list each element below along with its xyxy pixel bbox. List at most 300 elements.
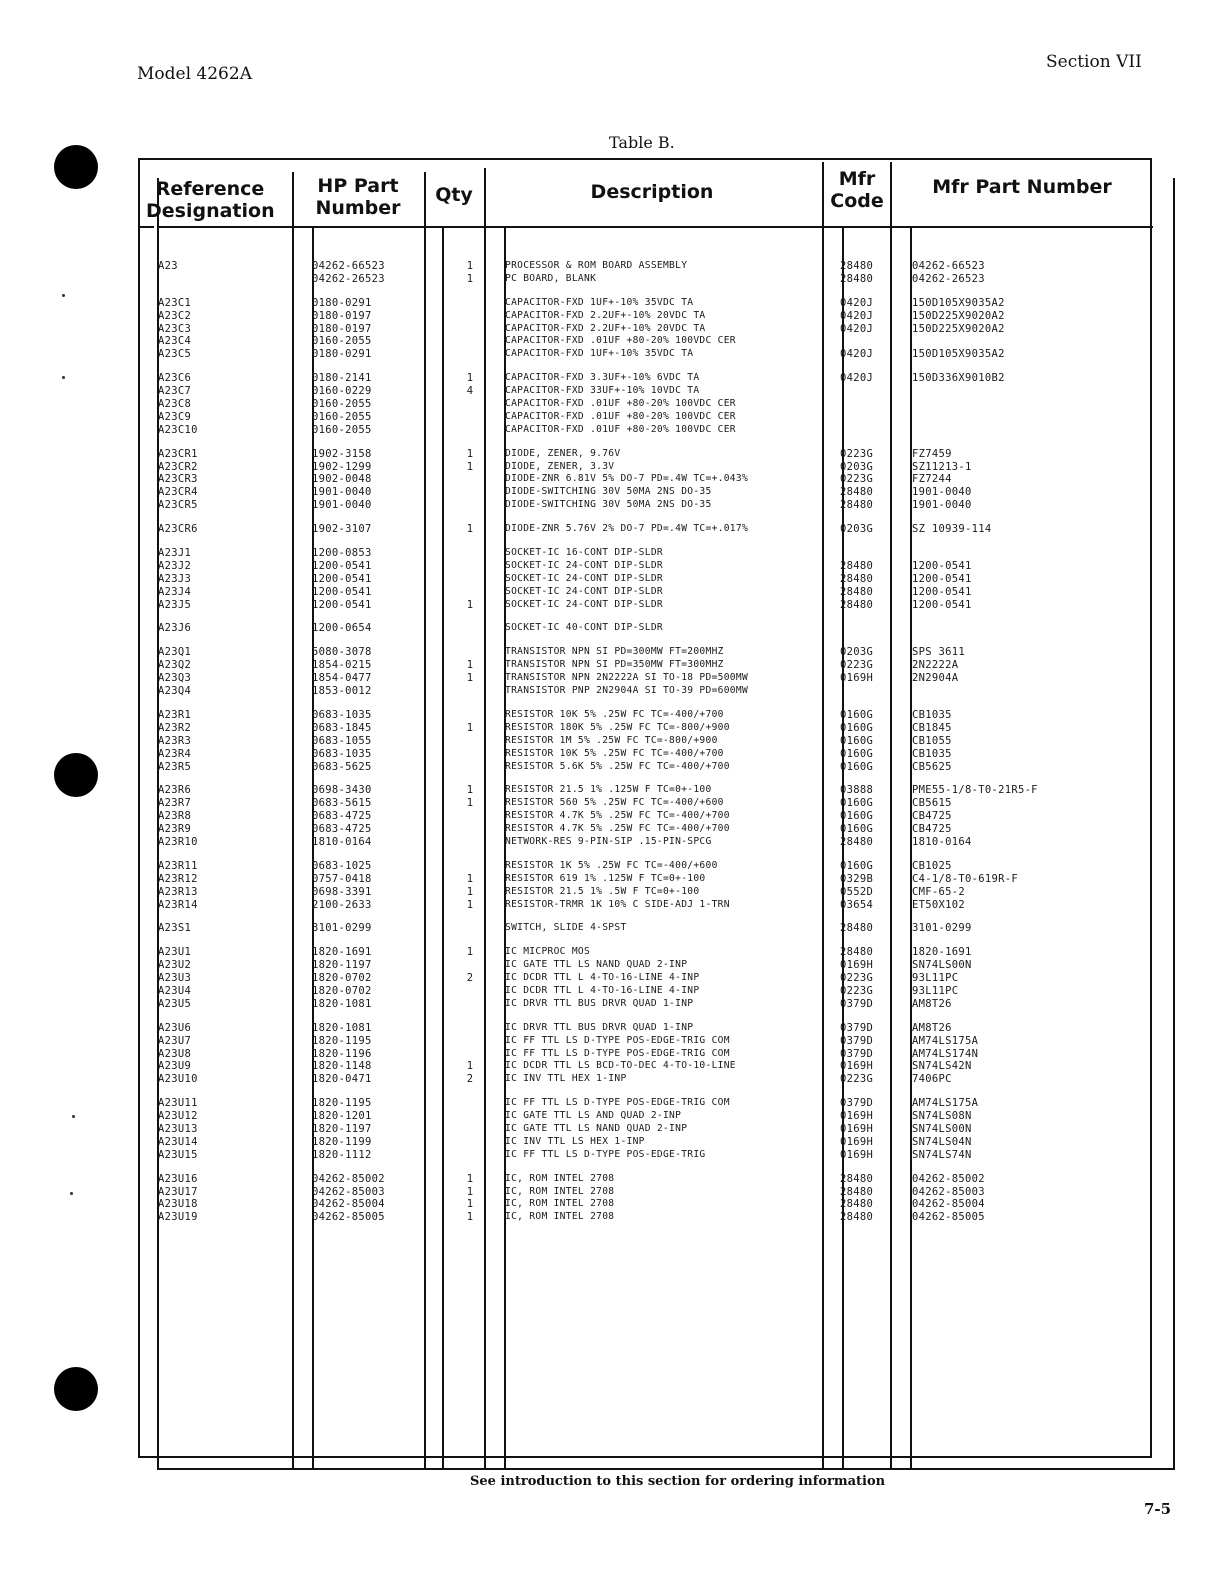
- cell-mfrpn: CB1035: [912, 708, 952, 721]
- cell-mfr: 28480: [840, 1172, 874, 1185]
- cell-ref: A23U1: [158, 946, 192, 959]
- cell-mfr: 28480: [840, 260, 874, 272]
- cell-hp: 1820-1195: [312, 1097, 372, 1110]
- cell-qty: 1: [466, 885, 474, 898]
- cell-ref: A23Q4: [158, 685, 192, 698]
- cell-ref: A23R4: [158, 747, 192, 760]
- cell-ref: A23Q1: [158, 646, 192, 659]
- cell-desc: RESISTOR 10K 5% .25W FC TC=-400/+700: [505, 708, 724, 720]
- cell-desc: IC FF TTL LS D-TYPE POS-EDGE-TRIG COM: [505, 1097, 730, 1109]
- cell-ref: A23U17: [158, 1185, 198, 1198]
- cell-mfr: 0203G: [840, 523, 874, 536]
- cell-mfrpn: SN74LS42N: [912, 1060, 972, 1073]
- cell-qty: [462, 735, 478, 748]
- cell-hp: 1902-0048: [312, 473, 372, 486]
- cell-qty: 1: [466, 659, 474, 672]
- cell-ref: A23S1: [158, 922, 192, 935]
- cell-qty: 1: [466, 1060, 474, 1073]
- cell-hp: 04262-26523: [312, 272, 385, 285]
- cell-desc: SOCKET-IC 24-CONT DIP-SLDR: [505, 559, 663, 571]
- cell-desc: CAPACITOR-FXD .01UF +80-20% 100VDC CER: [505, 335, 736, 347]
- cell-ref: A23R9: [158, 823, 192, 836]
- cell-mfrpn: 04262-85002: [912, 1172, 985, 1185]
- cell-mfrpn: PME55-1/8-T0-21R5-F: [912, 784, 1038, 797]
- cell-ref: A23R11: [158, 859, 198, 872]
- col-divider: [292, 172, 294, 1470]
- cell-ref: A23R1: [158, 708, 192, 721]
- cell-ref: A23U12: [158, 1110, 198, 1123]
- cell-hp: 0160-0229: [312, 385, 372, 398]
- model-header: Model 4262A: [137, 64, 252, 84]
- binder-hole: [54, 1367, 98, 1411]
- cell-mfrpn: 150D105X9035A2: [912, 348, 1005, 361]
- cell-qty: [462, 424, 478, 437]
- binder-hole: [54, 753, 98, 797]
- cell-qty: 1: [466, 260, 474, 272]
- cell-mfr: 0379D: [840, 1021, 874, 1034]
- cell-mfr: 28480: [840, 559, 874, 572]
- qty-column: [462, 260, 478, 1224]
- cell-desc: TRANSISTOR NPN SI PD=350MW FT=300MHZ: [505, 659, 724, 671]
- cell-mfrpn: [912, 622, 1148, 635]
- cell-mfrpn: C4-1/8-T0-619R-F: [912, 872, 1018, 885]
- cell-mfrpn: AM74LS174N: [912, 1047, 979, 1060]
- cell-mfrpn: CB1025: [912, 859, 952, 872]
- cell-hp: 1200-0541: [312, 598, 372, 611]
- cell-ref: A23U15: [158, 1148, 198, 1161]
- cell-mfr: 0169H: [840, 1122, 874, 1135]
- cell-hp: 2100-2633: [312, 898, 372, 911]
- cell-hp: 1200-0541: [312, 559, 372, 572]
- cell-hp: 0160-2055: [312, 335, 372, 348]
- cell-mfrpn: 04262-85003: [912, 1185, 985, 1198]
- cell-mfr: 0552D: [840, 885, 874, 898]
- col-header-mfrpn: Mfr Part Number: [932, 176, 1112, 198]
- cell-desc: SOCKET-IC 24-CONT DIP-SLDR: [505, 572, 663, 584]
- page-number: 7-5: [1144, 1500, 1172, 1518]
- cell-mfrpn: CB4725: [912, 810, 952, 823]
- cell-hp: 1820-1081: [312, 1021, 372, 1034]
- cell-mfrpn: SPS 3611: [912, 646, 965, 659]
- cell-qty: 1: [466, 523, 474, 536]
- cell-hp: 1200-0853: [312, 547, 372, 560]
- cell-desc: IC DCDR TTL LS BCD-TO-DEC 4-TO-10-LINE: [505, 1060, 736, 1072]
- cell-mfrpn: AM74LS175A: [912, 1097, 979, 1110]
- col-divider: [822, 162, 824, 1470]
- speck: [70, 1192, 73, 1195]
- cell-qty: [462, 586, 478, 599]
- cell-ref: A23C10: [158, 423, 198, 436]
- cell-desc: IC DRVR TTL BUS DRVR QUAD 1-INP: [505, 1021, 694, 1033]
- cell-qty: [462, 310, 478, 323]
- cell-mfrpn: 1901-0040: [912, 499, 972, 512]
- cell-desc: IC, ROM INTEL 2708: [505, 1211, 615, 1223]
- cell-mfr: 28480: [840, 572, 874, 585]
- cell-hp: 04262-85005: [312, 1211, 385, 1224]
- cell-mfr: [840, 411, 886, 424]
- cell-ref: A23C3: [158, 322, 192, 335]
- cell-mfrpn: [912, 385, 1148, 398]
- mfr-part-column: [912, 260, 1148, 1224]
- cell-mfrpn: 150D105X9035A2: [912, 296, 1005, 309]
- cell-desc: CAPACITOR-FXD 2.2UF+-10% 20VDC TA: [505, 309, 706, 321]
- cell-hp: 04262-85003: [312, 1185, 385, 1198]
- cell-mfr: 0169H: [840, 959, 874, 972]
- cell-mfrpn: CB1055: [912, 734, 952, 747]
- cell-mfr: 28480: [840, 1185, 874, 1198]
- col-header-qty: Qty: [435, 184, 473, 206]
- cell-hp: 0160-2055: [312, 398, 372, 411]
- cell-desc: RESISTOR-TRMR 1K 10% C SIDE-ADJ 1-TRN: [505, 898, 730, 910]
- cell-ref: [158, 273, 288, 286]
- cell-desc: IC FF TTL LS D-TYPE POS-EDGE-TRIG: [505, 1148, 706, 1160]
- cell-ref: A23C5: [158, 348, 192, 361]
- cell-ref: A23CR2: [158, 460, 198, 473]
- cell-desc: CAPACITOR-FXD .01UF +80-20% 100VDC CER: [505, 410, 736, 422]
- cell-desc: IC GATE TTL LS NAND QUAD 2-INP: [505, 959, 688, 971]
- cell-mfrpn: FZ7244: [912, 473, 952, 486]
- cell-mfrpn: CB4725: [912, 823, 952, 836]
- cell-mfr: [840, 335, 886, 348]
- cell-hp: 1200-0541: [312, 585, 372, 598]
- cell-mfr: 28480: [840, 585, 874, 598]
- cell-mfr: 03654: [840, 898, 874, 911]
- cell-hp: 1820-1197: [312, 1122, 372, 1135]
- cell-mfr: [840, 685, 886, 698]
- cell-hp: 1901-0040: [312, 499, 372, 512]
- cell-mfr: 0420J: [840, 348, 874, 361]
- cell-mfrpn: 04262-26523: [912, 272, 985, 285]
- cell-qty: [462, 1022, 478, 1035]
- cell-mfr: 0203G: [840, 460, 874, 473]
- cell-hp: 04262-66523: [312, 260, 385, 272]
- cell-mfr: 0223G: [840, 447, 874, 460]
- cell-qty: [462, 922, 478, 935]
- cell-ref: A23J1: [158, 547, 192, 560]
- cell-desc: RESISTOR 619 1% .125W F TC=0+-100: [505, 872, 706, 884]
- cell-ref: A23Q2: [158, 659, 192, 672]
- cell-mfr: 0160G: [840, 760, 874, 773]
- cell-qty: [462, 823, 478, 836]
- cell-ref: A23R10: [158, 835, 198, 848]
- cell-mfr: 0169H: [840, 1060, 874, 1073]
- cell-qty: 1: [466, 1198, 474, 1211]
- cell-hp: 0698-3430: [312, 784, 372, 797]
- col-divider: [890, 162, 892, 1470]
- cell-ref: A23C1: [158, 296, 192, 309]
- cell-ref: A23CR4: [158, 486, 198, 499]
- cell-hp: 5080-3078: [312, 646, 372, 659]
- cell-desc: IC, ROM INTEL 2708: [505, 1172, 615, 1184]
- cell-mfr: 0160G: [840, 823, 874, 836]
- cell-mfrpn: 2N2904A: [912, 672, 959, 685]
- cell-qty: [462, 998, 478, 1011]
- cell-mfr: 0160G: [840, 797, 874, 810]
- cell-mfrpn: 1820-1691: [912, 946, 972, 959]
- cell-ref: A23U19: [158, 1211, 198, 1224]
- cell-hp: 0160-2055: [312, 423, 372, 436]
- cell-mfr: 0160G: [840, 708, 874, 721]
- cell-qty: [462, 1123, 478, 1136]
- cell-mfr: 28480: [840, 835, 874, 848]
- cell-mfrpn: 04262-85005: [912, 1211, 985, 1224]
- cell-ref: A23U4: [158, 984, 192, 997]
- cell-mfrpn: 1200-0541: [912, 559, 972, 572]
- cell-mfr: 28480: [840, 598, 874, 611]
- cell-hp: 1854-0215: [312, 659, 372, 672]
- description-column: [505, 260, 821, 1224]
- cell-mfr: 0420J: [840, 372, 874, 385]
- cell-mfrpn: [912, 424, 1148, 437]
- cell-mfr: 0223G: [840, 972, 874, 985]
- cell-mfrpn: 93L11PC: [912, 984, 959, 997]
- cell-qty: [462, 836, 478, 849]
- speck: [72, 1115, 75, 1118]
- cell-ref: A23R5: [158, 760, 192, 773]
- cell-mfr: 0420J: [840, 309, 874, 322]
- cell-hp: 1901-0040: [312, 486, 372, 499]
- cell-hp: 1200-0654: [312, 622, 372, 635]
- cell-qty: [462, 646, 478, 659]
- cell-mfr: 0420J: [840, 296, 874, 309]
- cell-qty: [462, 486, 478, 499]
- cell-desc: RESISTOR 21.5 1% .125W F TC=0+-100: [505, 784, 712, 796]
- cell-ref: A23J5: [158, 598, 192, 611]
- cell-mfrpn: 1200-0541: [912, 598, 972, 611]
- cell-desc: IC DCDR TTL L 4-TO-16-LINE 4-INP: [505, 984, 700, 996]
- cell-qty: [462, 985, 478, 998]
- cell-mfrpn: 93L11PC: [912, 972, 959, 985]
- cell-mfr: 0223G: [840, 984, 874, 997]
- cell-qty: [462, 860, 478, 873]
- cell-ref: A23CR6: [158, 523, 198, 536]
- cell-mfr: 0160G: [840, 859, 874, 872]
- cell-mfr: 0169H: [840, 672, 874, 685]
- cell-desc: IC FF TTL LS D-TYPE POS-EDGE-TRIG COM: [505, 1047, 730, 1059]
- section-header: Section VII: [1046, 52, 1142, 72]
- cell-hp: 0180-2141: [312, 372, 372, 385]
- cell-mfr: [840, 622, 886, 635]
- cell-qty: 1: [466, 1172, 474, 1185]
- cell-mfr: 0160G: [840, 721, 874, 734]
- cell-hp: 0683-5625: [312, 760, 372, 773]
- cell-desc: RESISTOR 21.5 1% .5W F TC=0+-100: [505, 885, 700, 897]
- cell-hp: 0757-0418: [312, 872, 372, 885]
- cell-qty: [462, 810, 478, 823]
- cell-hp: 1902-3107: [312, 523, 372, 536]
- cell-mfr: 28480: [840, 922, 874, 935]
- cell-mfrpn: AM8T26: [912, 997, 952, 1010]
- cell-qty: [462, 499, 478, 512]
- cell-desc: IC INV TTL LS HEX 1-INP: [505, 1135, 645, 1147]
- cell-qty: [462, 560, 478, 573]
- cell-mfrpn: CB1035: [912, 747, 952, 760]
- cell-desc: DIODE-SWITCHING 30V 50MA 2NS DO-35: [505, 486, 712, 498]
- cell-ref: A23U14: [158, 1135, 198, 1148]
- cell-ref: A23U10: [158, 1073, 198, 1086]
- cell-mfrpn: 150D336X9010B2: [912, 372, 1005, 385]
- cell-ref: A23R2: [158, 721, 192, 734]
- cell-mfr: 28480: [840, 946, 874, 959]
- cell-mfrpn: SN74LS00N: [912, 959, 972, 972]
- cell-hp: 1200-0541: [312, 572, 372, 585]
- cell-qty: 1: [466, 460, 474, 473]
- cell-ref: A23U7: [158, 1034, 192, 1047]
- binder-hole: [54, 145, 98, 189]
- cell-mfr: 0169H: [840, 1148, 874, 1161]
- cell-mfr: 0223G: [840, 1073, 874, 1086]
- cell-desc: DIODE, ZENER, 3.3V: [505, 460, 615, 472]
- cell-mfrpn: 2N2222A: [912, 659, 959, 672]
- cell-ref: A23C4: [158, 335, 192, 348]
- cell-desc: IC GATE TTL LS AND QUAD 2-INP: [505, 1110, 682, 1122]
- cell-qty: [462, 348, 478, 361]
- cell-ref: A23C6: [158, 372, 192, 385]
- cell-qty: [462, 959, 478, 972]
- cell-desc: CAPACITOR-FXD 2.2UF+-10% 20VDC TA: [505, 322, 706, 334]
- cell-hp: 1820-1199: [312, 1135, 372, 1148]
- cell-mfr: 0169H: [840, 1110, 874, 1123]
- col-header-mfr: Mfr Code: [830, 168, 884, 212]
- cell-qty: [462, 709, 478, 722]
- cell-mfrpn: CB5625: [912, 760, 952, 773]
- cell-mfrpn: ET50X102: [912, 898, 965, 911]
- cell-ref: A23U5: [158, 997, 192, 1010]
- cell-qty: [462, 398, 478, 411]
- cell-hp: 1820-0702: [312, 984, 372, 997]
- cell-mfrpn: 7406PC: [912, 1073, 952, 1086]
- cell-qty: 1: [466, 447, 474, 460]
- cell-qty: [462, 297, 478, 310]
- cell-mfrpn: 1901-0040: [912, 486, 972, 499]
- cell-mfrpn: 1200-0541: [912, 572, 972, 585]
- cell-qty: 1: [466, 1211, 474, 1224]
- cell-hp: 0683-1035: [312, 747, 372, 760]
- cell-mfrpn: 1810-0164: [912, 835, 972, 848]
- cell-qty: [462, 411, 478, 424]
- cell-hp: 1820-1148: [312, 1060, 372, 1073]
- cell-desc: SOCKET-IC 24-CONT DIP-SLDR: [505, 585, 663, 597]
- speck: [62, 376, 65, 379]
- cell-desc: RESISTOR 5.6K 5% .25W FC TC=-400/+700: [505, 760, 730, 772]
- cell-hp: 1902-1299: [312, 460, 372, 473]
- cell-ref: A23R14: [158, 898, 198, 911]
- cell-qty: [462, 335, 478, 348]
- cell-qty: 1: [466, 372, 474, 385]
- cell-hp: 1820-1195: [312, 1034, 372, 1047]
- col-header-ref: Reference Designation: [146, 178, 275, 222]
- cell-hp: 0180-0291: [312, 348, 372, 361]
- cell-desc: TRANSISTOR NPN SI PD=300MW FT=200MHZ: [505, 646, 724, 658]
- cell-desc: TRANSISTOR NPN 2N2222A SI TO-18 PD=500MW: [505, 672, 749, 684]
- cell-qty: 1: [466, 898, 474, 911]
- cell-mfr: 0379D: [840, 1047, 874, 1060]
- cell-mfr: 0379D: [840, 1097, 874, 1110]
- col-header-hp: HP Part Number: [315, 175, 401, 219]
- cell-qty: [462, 323, 478, 336]
- cell-mfr: [840, 547, 886, 560]
- cell-mfrpn: CB5615: [912, 797, 952, 810]
- cell-qty: 1: [466, 272, 474, 285]
- cell-desc: CAPACITOR-FXD 1UF+-10% 35VDC TA: [505, 348, 694, 360]
- cell-desc: IC MICPROC MOS: [505, 946, 591, 958]
- cell-desc: DIODE-SWITCHING 30V 50MA 2NS DO-35: [505, 499, 712, 511]
- cell-hp: 1820-1197: [312, 959, 372, 972]
- cell-mfr: 28480: [840, 486, 874, 499]
- cell-mfrpn: SN74LS74N: [912, 1148, 972, 1161]
- cell-hp: 1820-1112: [312, 1148, 372, 1161]
- cell-qty: 1: [466, 784, 474, 797]
- cell-hp: 1820-0471: [312, 1073, 372, 1086]
- cell-hp: 0683-1845: [312, 721, 372, 734]
- cell-ref: A23Q3: [158, 672, 192, 685]
- col-header-desc: Description: [590, 181, 714, 203]
- cell-desc: DIODE-ZNR 6.81V 5% DO-7 PD=.4W TC=+.043%: [505, 473, 749, 485]
- cell-qty: [462, 1035, 478, 1048]
- cell-ref: A23R3: [158, 734, 192, 747]
- cell-mfrpn: [912, 547, 1148, 560]
- cell-hp: 1854-0477: [312, 672, 372, 685]
- cell-desc: IC DRVR TTL BUS DRVR QUAD 1-INP: [505, 997, 694, 1009]
- cell-ref: A23CR1: [158, 447, 198, 460]
- cell-desc: DIODE, ZENER, 9.76V: [505, 447, 621, 459]
- cell-hp: 1820-0702: [312, 972, 372, 985]
- cell-ref: A23R7: [158, 797, 192, 810]
- cell-mfr: [840, 385, 886, 398]
- cell-hp: 04262-85002: [312, 1172, 385, 1185]
- cell-mfrpn: 3101-0299: [912, 922, 972, 935]
- cell-desc: IC GATE TTL LS NAND QUAD 2-INP: [505, 1122, 688, 1134]
- cell-mfr: 0203G: [840, 646, 874, 659]
- col-divider: [442, 226, 444, 1470]
- cell-desc: IC DCDR TTL L 4-TO-16-LINE 4-INP: [505, 972, 700, 984]
- cell-mfr: 0160G: [840, 734, 874, 747]
- col-divider: [484, 168, 486, 1470]
- cell-mfr: 28480: [840, 1198, 874, 1211]
- cell-hp: 1820-1081: [312, 997, 372, 1010]
- cell-mfrpn: [912, 335, 1148, 348]
- cell-mfrpn: SN74LS08N: [912, 1110, 972, 1123]
- cell-desc: DIODE-ZNR 5.76V 2% DO-7 PD=.4W TC=+.017%: [505, 523, 749, 535]
- cell-ref: A23J6: [158, 622, 192, 635]
- cell-mfrpn: SN74LS04N: [912, 1135, 972, 1148]
- cell-desc: CAPACITOR-FXD 33UF+-10% 10VDC TA: [505, 385, 700, 397]
- cell-mfrpn: 150D225X9020A2: [912, 309, 1005, 322]
- col-divider: [424, 172, 426, 1470]
- cell-hp: 0683-1035: [312, 708, 372, 721]
- cell-mfrpn: 150D225X9020A2: [912, 322, 1005, 335]
- cell-desc: RESISTOR 10K 5% .25W FC TC=-400/+700: [505, 747, 724, 759]
- cell-qty: 1: [466, 598, 474, 611]
- cell-ref: A23U8: [158, 1047, 192, 1060]
- cell-mfrpn: 04262-85004: [912, 1198, 985, 1211]
- footer-note: See introduction to this section for ordering information: [470, 1474, 886, 1489]
- cell-desc: RESISTOR 560 5% .25W FC TC=-400/+600: [505, 797, 724, 809]
- cell-hp: 0683-1025: [312, 859, 372, 872]
- cell-mfrpn: 04262-66523: [912, 260, 985, 272]
- cell-qty: 1: [466, 672, 474, 685]
- cell-hp: 1820-1196: [312, 1047, 372, 1060]
- cell-qty: [462, 1097, 478, 1110]
- cell-qty: [462, 1136, 478, 1149]
- cell-ref: A23R8: [158, 810, 192, 823]
- cell-hp: 0683-4725: [312, 823, 372, 836]
- cell-desc: RESISTOR 4.7K 5% .25W FC TC=-400/+700: [505, 823, 730, 835]
- cell-desc: RESISTOR 4.7K 5% .25W FC TC=-400/+700: [505, 810, 730, 822]
- cell-mfrpn: [912, 685, 1148, 698]
- cell-mfr: 0420J: [840, 322, 874, 335]
- cell-desc: SOCKET-IC 16-CONT DIP-SLDR: [505, 547, 663, 559]
